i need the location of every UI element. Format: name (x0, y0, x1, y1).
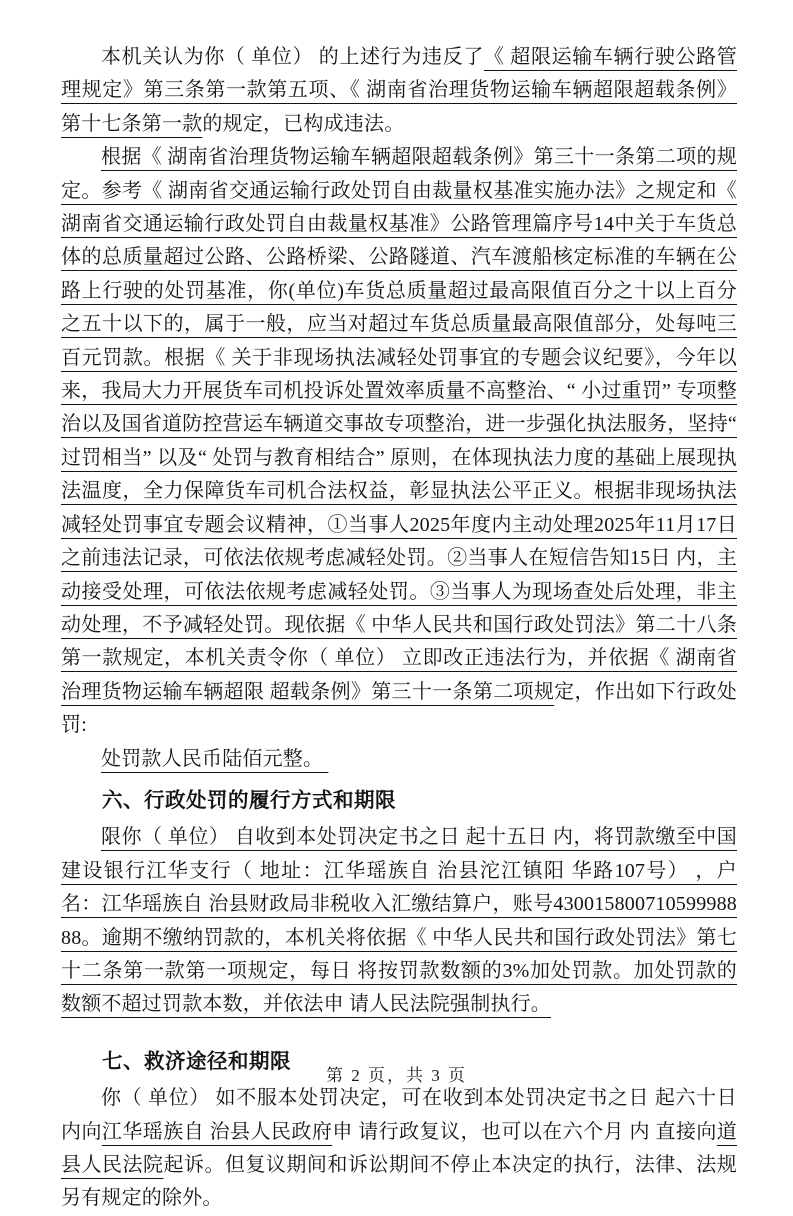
text-segment: 定，作出如下行政处罚: (61, 680, 737, 737)
paragraph-5 (61, 821, 737, 1021)
text-segment: 道县人民法院 (61, 1120, 737, 1176)
text-segment: 限你（ 单位） 自收到本处罚决定书之日 起十五日 内，将罚款缴至中国建设银行江华支行（ 地址：江华瑶族自 治县沱江镇阳 华路107号） ，户名：江华瑶族自 治县财政局非税收入汇缴结算户，账号43001580071059998888。逾期不缴纳罚款的，本机关将依据《 中华人民共和国行政处罚法》第七十二条第一款第一项规定，每日 将按罚款数额的3%加处罚款。加处罚款的数额不超过罚款本数，并依法申 请人民法院强制执行。 (61, 826, 737, 1016)
text-segment: 你（ 单位） 如不服本处罚决定，可在收到本处罚决定书之日 起六十日 内向 (61, 1087, 737, 1143)
document-content (61, 41, 737, 1216)
text-segment: 本机关认为你（ 单位） 的上述行为违反了 (101, 46, 484, 68)
paragraph-2 (61, 141, 737, 742)
text-segment: 申 请行政复议，也可以在六个月 内 直接向 (332, 1120, 717, 1143)
page-number: 第 2 页，共 3 页 (326, 1066, 467, 1085)
text-segment: 的规定，已构成违法。 (202, 112, 405, 135)
paragraph-3 (61, 743, 737, 776)
text-segment: 根据《 湖南省治理货物运输车辆超限超载条例》第三十一条第二项的规定。参考《 湖南省交通运输行政处罚自由裁量权基准实施办法》之规定和《 湖南省交通运输行政处罚自由裁量权基准》公路管理篇序号14中关于车货总体的总质量超过公路、公路桥梁、公路隧道、汽车渡船核定标准的车辆在公路上行驶的处罚基准，你(单位)车货总质量超过最高限值百分之十以上百分之五十以下的，属于一般，应当对超过车货总质量最高限值部分，处每吨三百元罚款。根据《 关于非现场执法减轻处罚事宜的专题会议纪要》，今年以来，我局大力开展货车司机投诉处置效率质量不高整治、“ 小过重罚” 专项整治以及国省道防控营运车辆道交事故专项整治，进一步强化执法服务，坚持“ 过罚相当” 以及“ 处罚与教育相结合” 原则，在体现执法力度的基础上展现执法温度，全力保障货车司机合法权益，彰显执法公平正义。根据非现场执法减轻处罚事宜专题会议精神，①当事人2025年度内主动处理2025年11月17日 之前违法记录，可依法依规考虑减轻处罚。②当事人在短信告知15日 内，主动接受处理，可依法依规考虑减轻处罚。③当事人为现场查处后处理，非主动处理，不予减轻处罚。现依据《 中华人民共和国行政处罚法》第二十八条第一款规定，本机关责令你（ 单位） 立即改正违法行为，并依据《 湖南省治理货物运输车辆超限 超载条例》第三十一条第二项规 (61, 146, 737, 703)
section-heading-6: 六、行政处罚的履行方式和期限 (102, 789, 396, 812)
paragraph-1 (61, 41, 737, 141)
text-segment: 《 超限运输车辆行驶公路管理规定》第三条第一款第五项、《 湖南省治理货物运输车辆超限超载条例》第十七条第一款 (61, 46, 737, 135)
section-heading-7: 七、救济途径和期限 (102, 1050, 291, 1073)
text-segment: 起诉。但复议期间和诉讼期间不停止本决定的执行，法律、法规另有规定的除外。 (61, 1154, 737, 1210)
paragraph-7 (61, 1082, 737, 1216)
text-segment: 处罚款人民币陆佰元整。 (101, 747, 329, 770)
text-segment: 江华瑶族自 治县人民政府 (101, 1120, 333, 1143)
